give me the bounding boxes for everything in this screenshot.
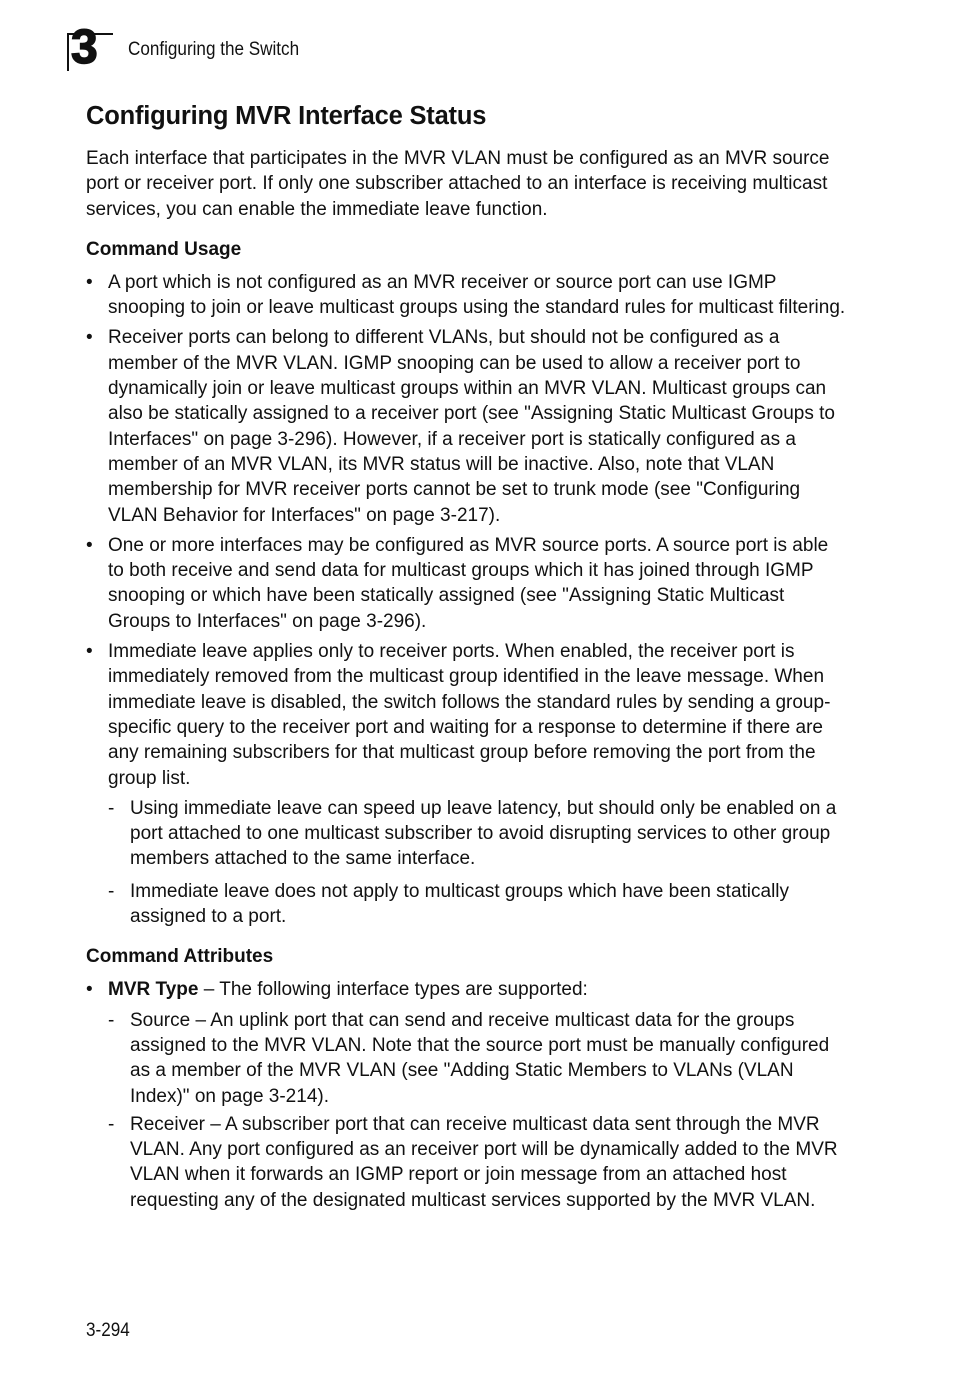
dash-mark: - bbox=[108, 797, 115, 819]
mvr-type-text: – The following interface types are supported: bbox=[198, 979, 588, 1001]
list-item bbox=[86, 270, 846, 321]
sub-list-item-text: Source – An uplink port that can send and receive multicast data for the groups assigned to the MVR VLAN. Note that the source port must be manually configured as a member of the MVR VLAN (see "Adding Static Members to VLANs (VLAN Index)" on page 3-214). bbox=[130, 1009, 830, 1107]
main-content bbox=[86, 102, 846, 1218]
sub-list bbox=[108, 1008, 846, 1213]
bullet-mark: • bbox=[86, 327, 93, 349]
list-item-text: One or more interfaces may be configured as MVR source ports. A source port is able to both receive and send data for multicast groups which it has joined through IGMP snooping or which have been statically assigned (see "Assigning Static Multicast Groups to Interfaces" on page 3-296). bbox=[108, 534, 829, 632]
sub-list-item bbox=[108, 879, 846, 930]
command-usage-list bbox=[86, 270, 846, 929]
sub-list-item bbox=[108, 1008, 846, 1109]
list-item bbox=[86, 325, 846, 527]
list-item-text: A port which is not configured as an MVR receiver or source port can use IGMP snooping to join or leave multicast groups using the standard rules for multicast filtering. bbox=[108, 271, 846, 319]
page-number: 3-294 bbox=[86, 1320, 130, 1341]
sub-list-item-text: Receiver – A subscriber port that can receive multicast data sent through the MVR VLAN. Any port configured as an receiver port will be dynamically added to the MVR VLAN when it forwards an IGMP report or join message from an attached host requesting any of the designated multicast services supported by the MVR VLAN. bbox=[130, 1113, 838, 1211]
running-header: Configuring the Switch bbox=[128, 39, 300, 60]
section-title: Configuring MVR Interface Status bbox=[86, 102, 487, 130]
bullet-mark: • bbox=[86, 979, 93, 1001]
list-item-text: Immediate leave applies only to receiver ports. When enabled, the receiver port is immediately removed from the multicast group identified in the leave message. When immediate leave is disabled, the switch follows the standard rules by sending a group-specific query to the receiver port and waiting for a response to determine if there are any remaining subscribers for that multicast group before removing the port from the group list. bbox=[108, 641, 831, 789]
bullet-mark: • bbox=[86, 271, 93, 293]
bullet-mark: • bbox=[86, 534, 93, 556]
dash-mark: - bbox=[108, 1009, 115, 1031]
sub-list bbox=[108, 796, 846, 929]
command-attributes-list bbox=[86, 977, 846, 1213]
command-attributes-heading: Command Attributes bbox=[86, 946, 274, 968]
sub-list-item-text: Immediate leave does not apply to multicast groups which have been statically assigned to a port. bbox=[130, 880, 790, 928]
list-item bbox=[86, 639, 846, 929]
mvr-type-label: MVR Type bbox=[108, 979, 199, 1001]
dash-mark: - bbox=[108, 880, 115, 902]
list-item bbox=[86, 533, 846, 634]
chapter-number: 3 bbox=[71, 21, 97, 74]
command-usage-heading: Command Usage bbox=[86, 238, 242, 260]
list-item-text: Receiver ports can belong to different VLANs, but should not be configured as a member of the MVR VLAN. IGMP snooping can be used to allow a receiver port to dynamically join or leave multicast groups within an MVR VLAN. Multicast groups can also be statically assigned to a receiver port (see "Assigning Static Multicast Groups to Interfaces" on page 3-296). However, if a receiver port is statically configured as a member of an MVR VLAN, its MVR status will be inactive. Also, note that VLAN membership for MVR receiver ports cannot be set to trunk mode (see "Configuring VLAN Behavior for Interfaces" on page 3-217). bbox=[108, 327, 835, 526]
sub-list-item bbox=[108, 796, 846, 872]
intro-paragraph: Each interface that participates in the MVR VLAN must be configured as an MVR source port or receiver port. If only one subscriber attached to an interface is receiving multicast services, you can enable the immediate leave function. bbox=[86, 148, 830, 220]
sub-list-item bbox=[108, 1112, 846, 1213]
bullet-mark: • bbox=[86, 641, 93, 663]
dash-mark: - bbox=[108, 1113, 115, 1135]
sub-list-item-text: Using immediate leave can speed up leave latency, but should only be enabled on a port attached to one multicast subscriber to avoid disrupting services to other group members attached to the same interface. bbox=[130, 797, 837, 870]
list-item bbox=[86, 977, 846, 1213]
